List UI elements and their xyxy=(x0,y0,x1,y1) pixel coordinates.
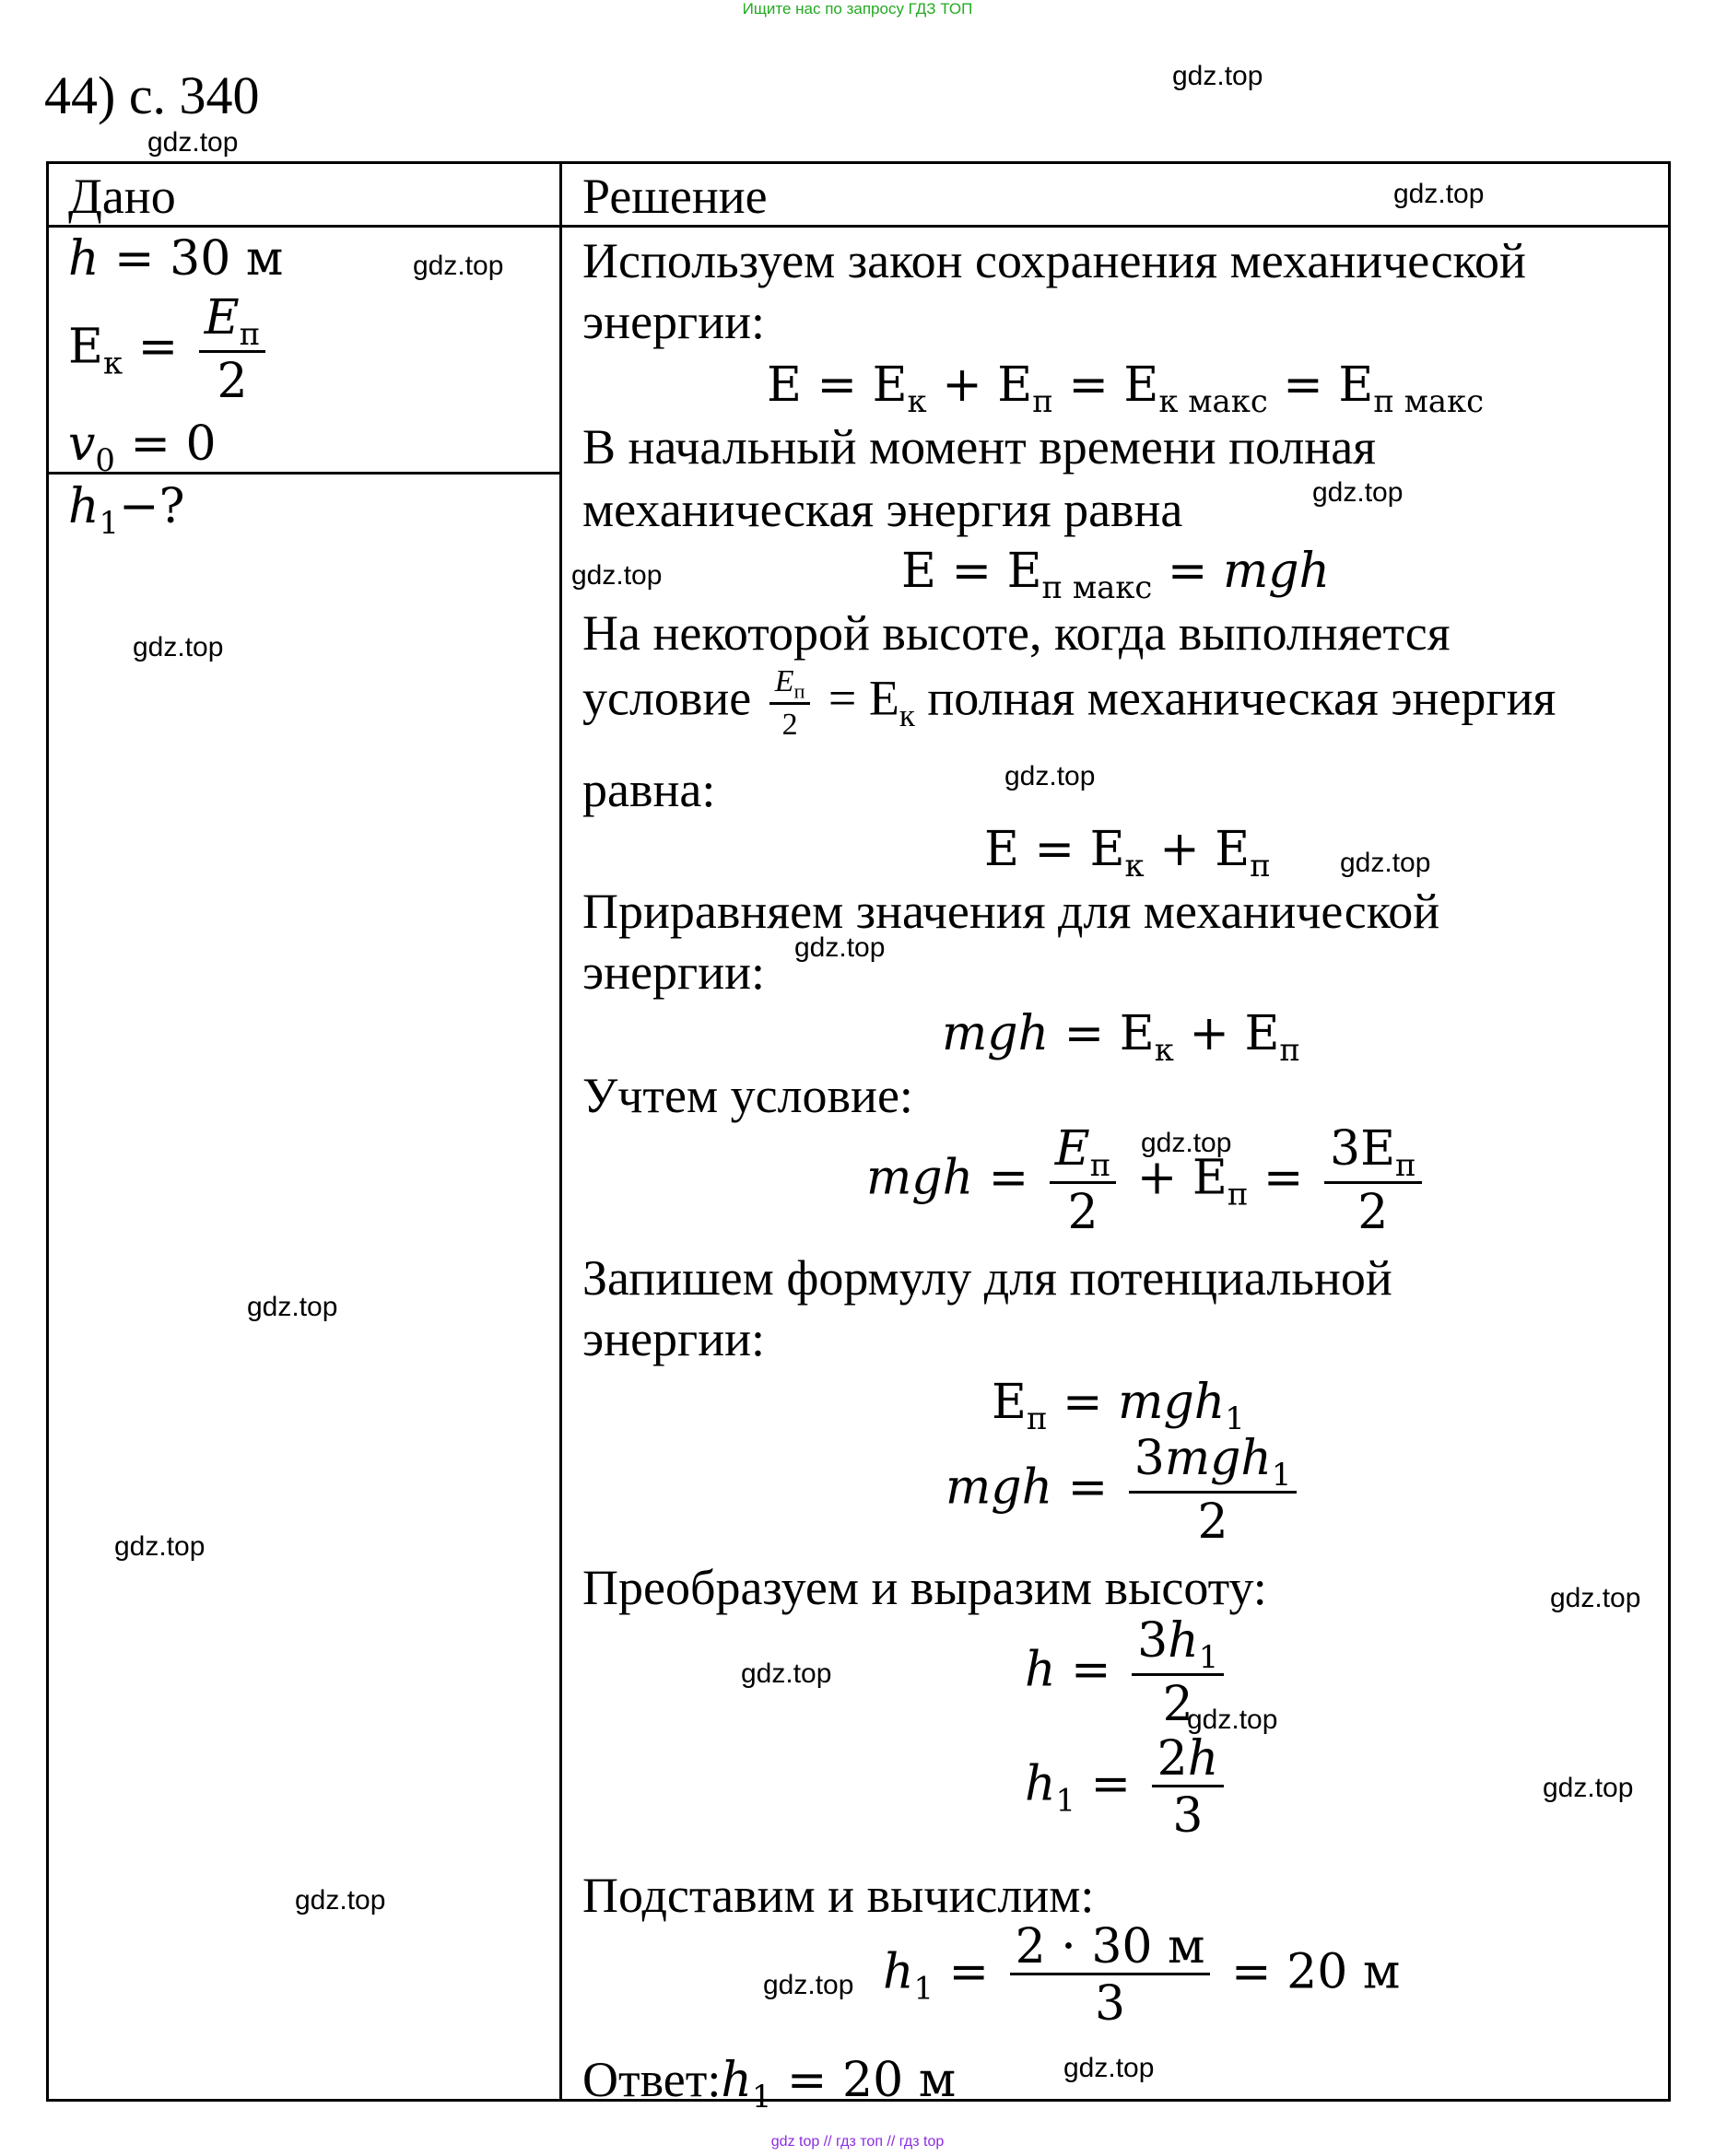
given-initial-velocity: $v_0 = 0$ xyxy=(68,416,217,478)
table-left-border xyxy=(46,161,49,2102)
given-height: h = 30 м xyxy=(68,231,284,287)
initial-energy-equation: $Е = Е_{п макс}$ = mgh xyxy=(901,544,1331,605)
given-energy-relation: $Е_к$ = $\frac{E_п}{2}$ xyxy=(68,293,271,407)
solution-text-2: В начальный момент времени полная xyxy=(582,419,1376,475)
watermark: gdz.top xyxy=(571,560,663,591)
watermark: gdz.top xyxy=(1550,1583,1641,1613)
answer: $Ответ:h_1 = 20$ м xyxy=(582,2052,957,2115)
solution-text-8: Подставим и вычислим: xyxy=(582,1868,1095,1923)
solution-text-2b: механическая энергия равна xyxy=(582,482,1183,537)
solution-text-3b: условие $\frac{E_п}{2}$ = $Е_к$ полная механическая энергия xyxy=(582,664,1556,742)
solution-header: Решение xyxy=(582,169,768,224)
watermark: gdz.top xyxy=(133,632,224,662)
solution-text-3: На некоторой высоте, когда выполняется xyxy=(582,605,1451,661)
potential-energy-formula: $Е_п = mgh_1$ xyxy=(992,1375,1245,1436)
condition-equation: mgh = $\frac{E_п}{2}$ + $Е_п$ = $\frac{3Е_п}{2}$ xyxy=(866,1124,1427,1238)
watermark: gdz.top xyxy=(114,1531,206,1562)
solution-text-7: Преобразуем и выразим высоту: xyxy=(582,1560,1267,1615)
watermark: gdz.top xyxy=(1172,61,1263,91)
given-header: Дано xyxy=(68,169,176,224)
watermark: gdz.top xyxy=(1141,1128,1232,1158)
solution-text-4: Приравняем значения для механической xyxy=(582,884,1440,939)
watermark: gdz.top xyxy=(147,127,239,158)
conservation-equation: $Е = Е_к + Е_п = Е_{к макс} = Е_{п макс}$ xyxy=(767,357,1485,419)
solution-text-4b: энергии: xyxy=(582,944,765,1000)
watermark: gdz.top xyxy=(1340,848,1431,878)
energy-sum-equation: $Е = Е_к + Е_п$ xyxy=(984,822,1271,884)
column-divider xyxy=(559,161,562,2102)
header-divider xyxy=(46,225,1671,228)
watermark: gdz.top xyxy=(794,932,886,963)
watermark: gdz.top xyxy=(295,1885,386,1916)
watermark: gdz.top xyxy=(247,1292,338,1322)
calculation-equation: $h_1$ = $\frac{2 \cdot 30 м}{3}$ = 20 м xyxy=(883,1919,1401,2032)
top-banner: Ищите нас по запросу ГДЗ ТОП xyxy=(742,0,973,18)
watermark: gdz.top xyxy=(1543,1773,1634,1803)
watermark: gdz.top xyxy=(1063,2053,1155,2083)
solution-text-3c: равна: xyxy=(582,762,716,817)
height-equation: h = $\frac{3h_1}{2}$ xyxy=(1025,1616,1229,1730)
watermark: gdz.top xyxy=(1004,761,1096,791)
solution-text-1b: энергии: xyxy=(582,294,765,349)
table-right-border xyxy=(1668,161,1671,2102)
h1-expression: $h_1$ = $\frac{2h}{3}$ xyxy=(1025,1734,1229,1841)
footer: gdz top // гдз топ // гдз top xyxy=(770,2134,945,2150)
solution-text-6b: энергии: xyxy=(582,1311,765,1366)
watermark: gdz.top xyxy=(1187,1705,1278,1735)
task-title: 44) с. 340 xyxy=(44,65,260,125)
watermark: gdz.top xyxy=(741,1658,832,1689)
watermark: gdz.top xyxy=(1312,477,1404,508)
solution-text-5: Учтем условие: xyxy=(582,1068,913,1123)
equate-energy-equation: mgh = $Е_к + Е_п$ xyxy=(942,1006,1300,1068)
watermark: gdz.top xyxy=(413,251,504,281)
mgh-equation: mgh = $\frac{3mgh_1}{2}$ xyxy=(946,1434,1302,1548)
table-top-border xyxy=(46,161,1671,164)
watermark: gdz.top xyxy=(1393,179,1485,209)
find-height: $h_1-$? xyxy=(68,479,185,541)
solution-text-6: Запишем формулу для потенциальной xyxy=(582,1250,1392,1306)
solution-text-1: Используем закон сохранения механической xyxy=(582,233,1526,288)
watermark: gdz.top xyxy=(763,1970,854,2000)
